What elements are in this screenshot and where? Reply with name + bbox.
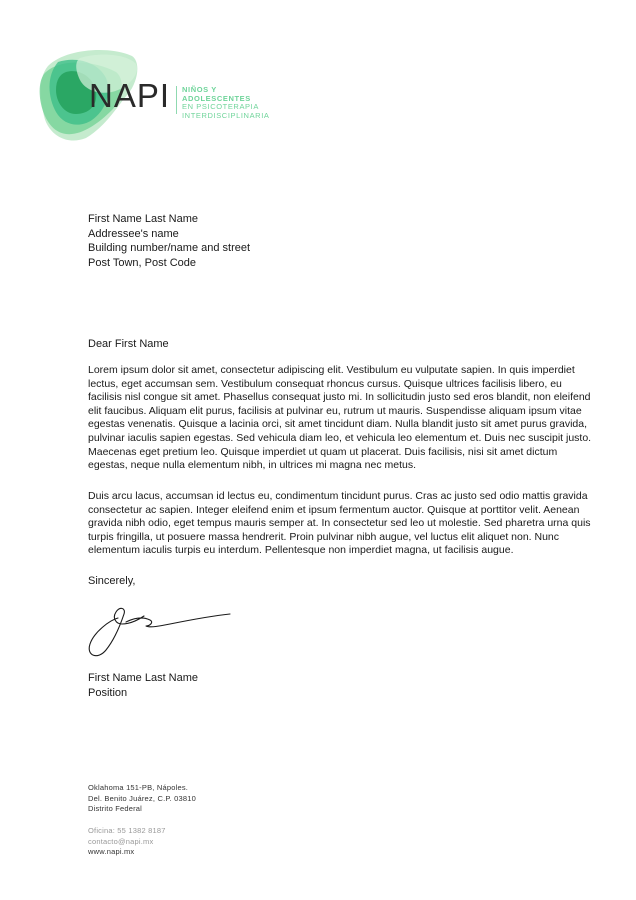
logo-tagline-line1: NIÑOS Y ADOLESCENTES <box>182 85 251 103</box>
logo-tagline-line2: EN PSICOTERAPIA <box>182 102 259 112</box>
footer-contact <box>88 826 166 858</box>
body-paragraph-2: Duis arcu lacus, accumsan id lectus eu, condimentum tincidunt purus. Cras ac justo sed odio mattis gravida consectetur ac sapien. Integer eleifend enim et ipsum fermentum auctor. Quisque at porttitor velit. Aenean gravida nibh odio, eget tempus mauris semper at. In consectetur sed leo ut molestie. Sed pharetra urna quis turpis fringilla, ut posuere massa hendrerit. Proin pulvinar nibh augue, vel luctus elit aliquet non. Nunc elementum iaculis turpis eu interdum. Pellentesque non imperdiet magna, ut facilisis augue. <box>88 490 591 557</box>
footer-address-line2: Del. Benito Juárez, C.P. 03810 <box>88 793 197 803</box>
logo-tagline-line3: INTERDISCIPLINARIA <box>182 110 270 120</box>
recipient-name: First Name Last Name <box>88 213 199 225</box>
footer-email[interactable]: contacto@napi.mx <box>88 836 154 846</box>
footer-address-line3: Distrito Federal <box>88 804 143 813</box>
logo-wordmark: NAPI <box>89 77 171 114</box>
signer-name: First Name Last Name <box>88 672 199 684</box>
signer-block <box>88 671 198 700</box>
salutation: Dear First Name <box>88 338 169 350</box>
footer-phone: Oficina: 55 1382 8187 <box>88 826 166 835</box>
signer-position: Position <box>88 686 128 699</box>
closing: Sincerely, <box>88 575 136 587</box>
footer-website[interactable]: www.napi.mx <box>88 847 135 856</box>
body-paragraph-1: Lorem ipsum dolor sit amet, consectetur adipiscing elit. Vestibulum eu vulputate sapien. In quis imperdiet lectus, eget accumsan sem. Vestibulum consequat rhoncus cursus. Quisque ultrices facilisis libero, eu facilisis nisl congue sit amet. Phasellus consequat justo mi. In sollicitudin justo sed eros blandit, non eleifend elit faucibus. Aliquam elit purus, facilisis at pulvinar eu, rutrum ut mauris. Suspendisse aliquam ipsum vitae egestas venenatis. Quisque a lacinia orci, sit amet tincidunt diam. Nulla blandit justo sit amet purus gravida, pulvinar iaculis sapien egestas. Sed vehicula diam leo, et vehicula leo elementum et. Duis nec suscipit justo. Maecenas eget pretium leo. Quisque imperdiet ut quam ut placerat. Duis facilisis, nisi sit amet dictum egestas, neque nulla elementum nibh, in ultrices mi magna nec metus. <box>88 364 592 472</box>
footer-address-line1: Oklahoma 151-PB, Nápoles. <box>88 783 189 792</box>
footer-address <box>88 783 196 815</box>
recipient-addressee: Addressee's name <box>88 227 179 240</box>
recipient-street: Building number/name and street <box>88 242 251 254</box>
napi-logo <box>36 48 276 143</box>
recipient-address <box>88 212 250 270</box>
logo-tagline <box>182 86 276 120</box>
recipient-town: Post Town, Post Code <box>88 256 197 269</box>
logo-divider <box>176 86 177 114</box>
signature-icon <box>80 598 240 662</box>
